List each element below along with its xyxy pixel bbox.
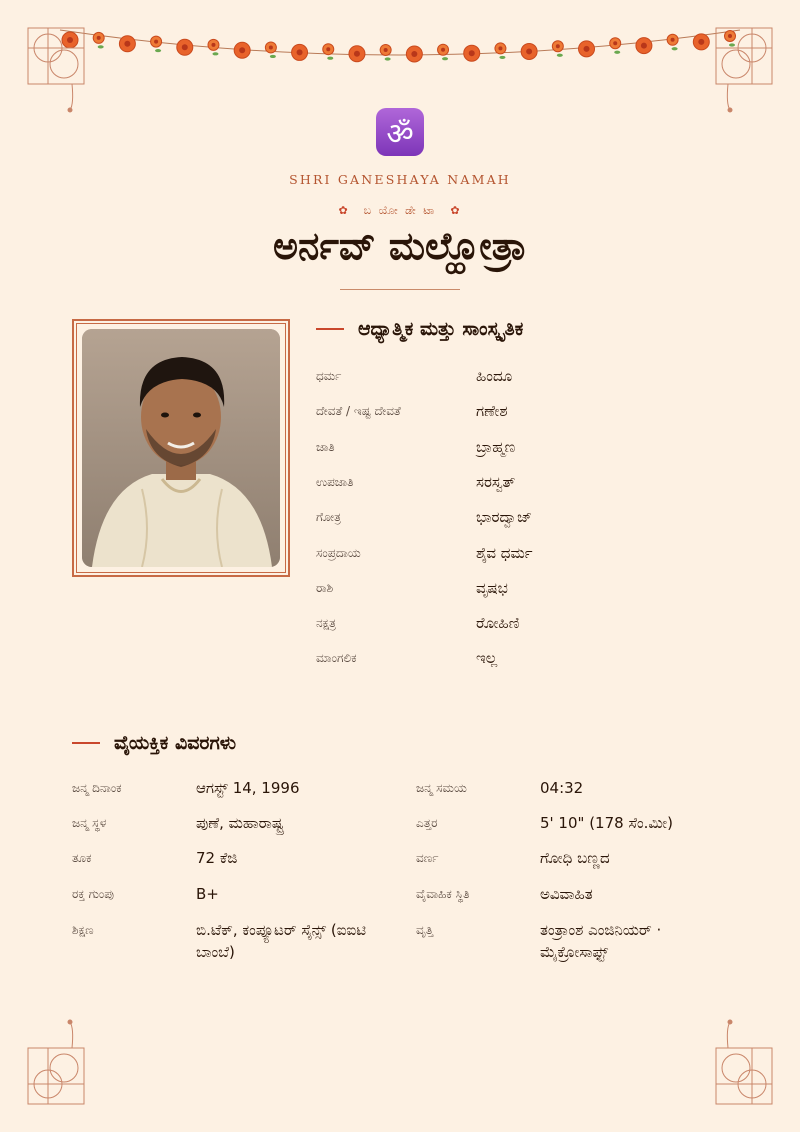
leaf: [672, 47, 678, 50]
detail-row: [416, 920, 720, 964]
name-divider: [340, 289, 460, 290]
garland-decoration: [0, 0, 800, 120]
marigold-center: [526, 48, 532, 54]
detail-label: ಜನ್ಮ ಸಮಯ: [416, 781, 467, 795]
detail-value: ವೃಷಭ: [476, 578, 508, 597]
leaf: [499, 56, 505, 59]
detail-label: ಮಾಂಗಲಿಕ: [316, 651, 357, 666]
detail-value: ಶೈವ ಧರ್ಮ: [476, 543, 533, 562]
marigold-center: [469, 50, 475, 56]
section-title-personal: [72, 732, 236, 754]
detail-value: ಗಣೇಶ: [476, 402, 508, 421]
detail-label: ಗೋತ್ರ: [316, 510, 341, 525]
detail-value: ಗೋಧಿ ಬಣ್ಣದ: [540, 849, 610, 867]
detail-row: [72, 920, 386, 964]
detail-value: 04:32: [540, 779, 584, 797]
marigold-center: [613, 41, 617, 45]
leaf: [385, 57, 391, 60]
marigold-center: [154, 40, 158, 44]
detail-row: [316, 401, 706, 423]
marigold-center: [124, 41, 130, 47]
corner-ornament-bottom-left: [24, 1018, 114, 1108]
detail-row: [316, 543, 706, 565]
detail-row: [316, 578, 706, 600]
detail-label: ಜಾತಿ: [316, 439, 335, 454]
detail-value: 5' 10" (178 ಸೆಂ.ಮೀ): [540, 814, 673, 832]
detail-row: [72, 813, 386, 835]
invocation-text: SHRI GANESHAYA NAMAH: [289, 172, 511, 187]
profile-photo: [82, 329, 280, 567]
section-title-spiritual-text: ಆಧ್ಯಾತ್ಮಿಕ ಮತ್ತು ಸಾಂಸ್ಕೃತಿಕ: [358, 318, 524, 340]
marigold-center: [354, 51, 360, 57]
detail-row: [72, 884, 386, 906]
detail-value: ಪುಣೆ, ಮಹಾರಾಷ್ಟ್ರ: [196, 814, 284, 832]
detail-row: [416, 848, 720, 870]
detail-label: ರಾಶಿ: [316, 580, 334, 595]
detail-row: [316, 366, 706, 388]
om-icon: [376, 108, 424, 156]
leaf: [327, 57, 333, 60]
leaf: [270, 55, 276, 58]
detail-label: ತೂಕ: [72, 851, 92, 865]
detail-value: ಆಗಸ್ಟ್ 14, 1996: [196, 779, 300, 797]
detail-label: ಉಪಜಾತಿ: [316, 474, 354, 489]
corner-ornament-bottom-right: [686, 1018, 776, 1108]
detail-value: ರೋಹಿಣಿ: [476, 614, 520, 633]
marigold-center: [441, 48, 445, 52]
detail-row: [416, 813, 720, 835]
detail-value: ತಂತ್ರಾಂಶ ಎಂಜಿನಿಯರ್ · ಮೈಕ್ರೋಸಾಫ್ಟ್: [540, 921, 662, 961]
marigold-center: [297, 49, 303, 55]
marigold-center: [326, 47, 330, 51]
detail-label: ಜನ್ಮ ಸ್ಥಳ: [72, 816, 107, 830]
detail-value: B+: [196, 885, 219, 903]
photo-frame: [72, 319, 290, 577]
flower-icon: ✿: [338, 204, 350, 217]
marigold-center: [182, 44, 188, 50]
corner-ornament-top-right: [686, 24, 776, 114]
document-type: [0, 204, 800, 218]
leaf: [155, 49, 161, 52]
section-title-personal-text: ವೈಯಕ್ತಿಕ ವಿವರಗಳು: [114, 732, 237, 754]
detail-value: ಇಲ್ಲ: [476, 649, 498, 668]
portrait-illustration: [82, 329, 280, 567]
marigold-center: [671, 38, 675, 42]
section-dash: [72, 742, 100, 744]
detail-label: ವೈವಾಹಿಕ ಸ್ಥಿತಿ: [416, 887, 470, 901]
detail-label: ವೃತ್ತಿ: [416, 923, 434, 937]
marigold-center: [211, 43, 215, 47]
detail-label: ಜನ್ಮ ದಿನಾಂಕ: [72, 781, 122, 795]
detail-row: [416, 778, 720, 800]
leaf: [557, 54, 563, 57]
section-title-spiritual: [316, 318, 523, 340]
candidate-name: ಅರ್ನವ್ ಮಲ್ಹೋತ್ರಾ: [273, 224, 527, 268]
leaf: [614, 51, 620, 54]
detail-row: [316, 648, 706, 670]
detail-label: ನಕ್ಷತ್ರ: [316, 616, 337, 631]
detail-label: ಸಂಪ್ರದಾಯ: [316, 545, 361, 560]
marigold-center: [269, 45, 273, 49]
corner-ornament-top-left: [24, 24, 114, 114]
marigold-center: [556, 44, 560, 48]
detail-label: ದೇವತೆ / ಇಷ್ಟ ದೇವತೆ: [316, 404, 401, 419]
flower-icon: ✿: [450, 204, 462, 217]
detail-row: [316, 507, 706, 529]
leaf: [442, 57, 448, 60]
marigold-center: [411, 51, 417, 57]
detail-row: [316, 613, 706, 635]
detail-value: ಭಾರದ್ವಾಜ್: [476, 508, 533, 527]
section-dash: [316, 328, 344, 330]
marigold-center: [584, 46, 590, 52]
detail-label: ಎತ್ತರ: [416, 816, 438, 830]
marigold-center: [384, 48, 388, 52]
detail-value: ಬ್ರಾಹ್ಮಣ: [476, 437, 516, 456]
detail-label: ಶಿಕ್ಷಣ: [72, 923, 94, 937]
detail-row: [416, 884, 720, 906]
detail-row: [72, 848, 386, 870]
detail-value: 72 ಕೆಜಿ: [196, 849, 238, 867]
detail-value: ಅವಿವಾಹಿತ: [540, 885, 593, 903]
leaf: [212, 52, 218, 55]
om-symbol: ॐ: [386, 116, 414, 152]
detail-label: ಧರ್ಮ: [316, 369, 342, 383]
detail-label: ರಕ್ತ ಗುಂಪು: [72, 887, 114, 901]
detail-row: [316, 472, 706, 494]
detail-value: ಬಿ.ಟೆಕ್, ಕಂಪ್ಯೂಟರ್ ಸೈನ್ಸ್ (ಐಐಟಿ ಬಾಂಬೆ): [196, 921, 366, 961]
detail-row: [316, 437, 706, 459]
marigold-center: [239, 47, 245, 53]
detail-value: ಸರಸ್ವತ್: [476, 472, 516, 491]
detail-value: ಹಿಂದೂ: [476, 367, 513, 385]
marigold-center: [498, 46, 502, 50]
detail-row: [72, 778, 386, 800]
detail-label: ವರ್ಣ: [416, 851, 439, 865]
marigold-center: [641, 43, 647, 49]
document-type-label: ಬ ಯೋ ಡೇ ಟಾ: [363, 204, 437, 217]
